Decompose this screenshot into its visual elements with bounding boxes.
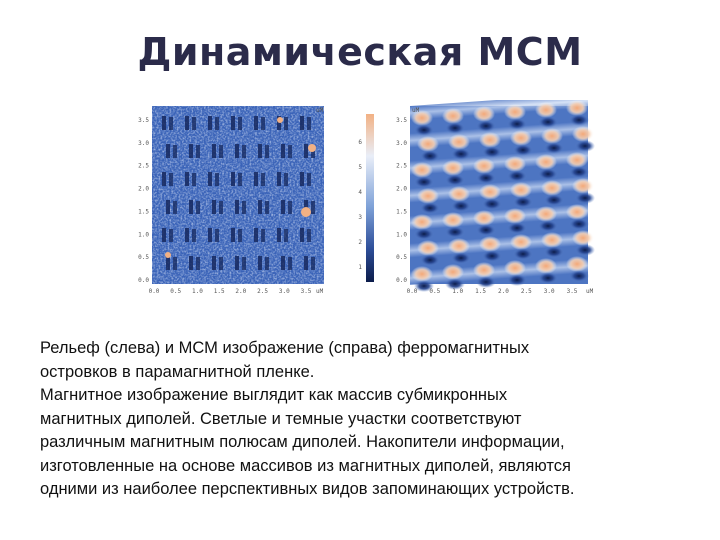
colorbar-ticks <box>358 139 362 271</box>
dipole-dark-pole <box>476 120 496 132</box>
x-tick-label: 1.0 <box>452 288 464 295</box>
dipole-dark-pole <box>575 140 595 152</box>
island <box>189 200 193 214</box>
dipole-dark-pole <box>507 170 527 182</box>
dipole-light-pole <box>442 264 464 280</box>
island <box>288 201 292 214</box>
dipole-dark-pole <box>420 254 440 266</box>
island <box>242 257 246 270</box>
dipole-light-pole <box>473 262 495 278</box>
island <box>238 117 242 130</box>
dipole-light-pole <box>473 106 495 122</box>
island <box>185 172 189 186</box>
island <box>284 117 288 130</box>
dipole-light-pole <box>411 266 433 282</box>
dipole-light-pole <box>473 210 495 226</box>
dipole-dark-pole <box>544 246 564 258</box>
y-tick-label: 2.5 <box>138 162 149 170</box>
dipole-dark-pole <box>420 150 440 162</box>
dipole-dark-pole <box>513 196 533 208</box>
island <box>254 228 258 242</box>
island <box>162 116 166 130</box>
island <box>254 116 258 130</box>
topography-x-axis <box>149 288 312 295</box>
dipole-dark-pole <box>482 250 502 262</box>
dipole-dark-pole <box>507 222 527 234</box>
dipole-dark-pole <box>569 166 589 178</box>
island <box>258 144 262 158</box>
dipole-dark-pole <box>575 192 595 204</box>
y-tick-label: 2.0 <box>396 185 407 193</box>
island <box>288 257 292 270</box>
body-line: магнитных диполей. Светлые и темные участки соответствуют <box>40 409 522 428</box>
island <box>208 116 212 130</box>
island <box>215 117 219 130</box>
y-tick-label: 0.5 <box>138 254 149 262</box>
island <box>212 144 216 158</box>
island <box>189 144 193 158</box>
island <box>300 228 304 242</box>
dipole-light-pole <box>510 130 532 146</box>
island <box>288 145 292 158</box>
slide-title: Динамическая МСМ <box>137 30 583 74</box>
dipole-dark-pole <box>544 142 564 154</box>
dipole-dark-pole <box>420 202 440 214</box>
dipole-light-pole <box>541 180 563 196</box>
dipole-light-pole <box>504 156 526 172</box>
island <box>265 145 269 158</box>
island <box>265 201 269 214</box>
y-tick-label: 1.5 <box>138 208 149 216</box>
island <box>261 173 265 186</box>
x-tick-label: 0.0 <box>148 288 160 295</box>
dipole-dark-pole <box>445 122 465 134</box>
x-tick-label: 1.5 <box>475 288 486 295</box>
colorbar-tick-label: 2 <box>358 239 362 246</box>
body-line: одними из наиболее перспективных видов запоминающих устройств. <box>40 480 575 498</box>
dipole-dark-pole <box>445 174 465 186</box>
island <box>307 173 311 186</box>
y-tick-label: 3.0 <box>138 139 149 147</box>
dipole-light-pole <box>448 186 470 202</box>
x-tick-label: 0.0 <box>406 288 418 295</box>
island <box>300 172 304 186</box>
island <box>304 256 308 270</box>
dipole-light-pole <box>479 184 501 200</box>
dipole-light-pole <box>541 128 563 144</box>
y-tick-label: 0.5 <box>396 254 407 262</box>
island <box>173 201 177 214</box>
dipole-light-pole <box>541 232 563 248</box>
x-tick-label: 2.5 <box>257 288 268 295</box>
island <box>173 257 177 270</box>
dipole-light-pole <box>535 102 557 118</box>
island <box>311 201 315 214</box>
x-tick-label: 3.5 <box>300 288 312 295</box>
x-tick-label: 0.5 <box>429 288 441 295</box>
y-tick-label: 1.0 <box>396 231 407 239</box>
x-tick-label: 2.0 <box>498 288 509 295</box>
body-line: Магнитное изображение выглядит как массив субмикронных <box>40 386 508 404</box>
island <box>311 257 315 270</box>
island <box>212 256 216 270</box>
island <box>235 144 239 158</box>
dipole-dark-pole <box>482 198 502 210</box>
mfm-x-axis <box>407 288 578 295</box>
y-tick-label: 2.0 <box>138 185 149 193</box>
island <box>284 229 288 242</box>
dipole-light-pole <box>442 160 464 176</box>
island <box>185 228 189 242</box>
island <box>231 228 235 242</box>
x-tick-label: 2.5 <box>520 288 532 295</box>
dipole-light-pole <box>448 238 470 254</box>
x-tick-label: 0.5 <box>170 288 182 295</box>
dipole-dark-pole <box>538 116 558 128</box>
island <box>219 145 223 158</box>
island <box>231 116 235 130</box>
colorbar <box>348 100 378 300</box>
topography-unit: uM <box>316 107 324 114</box>
dipole-dark-pole <box>544 194 564 206</box>
topography-image <box>130 100 330 300</box>
island <box>281 200 285 214</box>
dipole-dark-pole <box>569 270 589 282</box>
y-tick-label: 1.0 <box>138 231 149 239</box>
dipole-light-pole <box>566 204 588 220</box>
y-tick-label: 3.5 <box>396 117 407 124</box>
dipole-light-pole <box>473 158 495 174</box>
y-tick-label: 0.0 <box>396 277 407 284</box>
island <box>169 173 173 186</box>
colorbar-tick-label: 1 <box>358 264 362 271</box>
dipole-light-pole <box>510 234 532 250</box>
dipole-dark-pole <box>513 144 533 156</box>
island <box>300 116 304 130</box>
island <box>277 172 281 186</box>
island <box>281 144 285 158</box>
x-tick-label: 1.0 <box>192 288 203 295</box>
dipole-light-pole <box>566 100 588 116</box>
dipole-dark-pole <box>569 114 589 126</box>
x-tick-label: 3.0 <box>278 288 290 295</box>
dipole-dark-pole <box>507 118 527 130</box>
dipole-light-pole <box>417 188 439 204</box>
island <box>254 172 258 186</box>
island <box>192 117 196 130</box>
dipole-light-pole <box>479 132 501 148</box>
island <box>166 200 170 214</box>
dipole-light-pole <box>535 154 557 170</box>
island <box>242 201 246 214</box>
island <box>277 228 281 242</box>
dipole-light-pole <box>572 230 594 246</box>
colorbar-gradient <box>366 114 374 282</box>
dipole-light-pole <box>566 256 588 272</box>
dipole-light-pole <box>535 258 557 274</box>
afm-mfm-figure <box>130 100 600 300</box>
island <box>258 200 262 214</box>
dipole-light-pole <box>442 212 464 228</box>
island <box>215 173 219 186</box>
colorbar-tick-label: 3 <box>358 214 362 221</box>
colorbar-tick-label: 6 <box>358 139 362 146</box>
mfm-unit: uM <box>412 107 420 114</box>
dipole-light-pole <box>448 134 470 150</box>
dipole-light-pole <box>572 178 594 194</box>
dipole-light-pole <box>417 240 439 256</box>
dipole-dark-pole <box>538 168 558 180</box>
island <box>304 144 308 158</box>
dipole-light-pole <box>504 260 526 276</box>
island <box>185 116 189 130</box>
dipole-light-pole <box>504 208 526 224</box>
island <box>212 200 216 214</box>
y-tick-label: 2.5 <box>396 162 407 170</box>
dipole-light-pole <box>566 152 588 168</box>
dipole-light-pole <box>411 162 433 178</box>
dipole-light-pole <box>411 214 433 230</box>
slide-body <box>40 337 700 502</box>
island <box>231 172 235 186</box>
island <box>261 117 265 130</box>
mfm-x-unit: uM <box>586 288 594 295</box>
dipole-dark-pole <box>414 124 434 136</box>
island <box>162 228 166 242</box>
island <box>196 257 200 270</box>
dipole-dark-pole <box>476 172 496 184</box>
mfm-image <box>382 100 600 300</box>
dipole-dark-pole <box>569 218 589 230</box>
island <box>166 256 170 270</box>
island <box>265 257 269 270</box>
topography-x-unit: uM <box>316 288 324 295</box>
colorbar-tick-label: 5 <box>358 164 362 171</box>
island <box>169 117 173 130</box>
dipole-dark-pole <box>538 220 558 232</box>
mfm-y-axis <box>396 117 407 284</box>
island <box>208 228 212 242</box>
y-tick-label: 1.5 <box>396 208 407 216</box>
island <box>189 256 193 270</box>
island <box>208 172 212 186</box>
dipole-dark-pole <box>513 248 533 260</box>
island <box>281 256 285 270</box>
dipole-light-pole <box>510 182 532 198</box>
dipole-light-pole <box>535 206 557 222</box>
x-tick-label: 3.0 <box>543 288 555 295</box>
dipole-dark-pole <box>445 226 465 238</box>
island <box>192 173 196 186</box>
island <box>261 229 265 242</box>
island <box>215 229 219 242</box>
island <box>162 172 166 186</box>
body-line: различным магнитным полюсам диполей. Накопители информации, <box>40 433 565 451</box>
dipole-light-pole <box>504 104 526 120</box>
dipole-dark-pole <box>476 276 496 288</box>
dipole-dark-pole <box>414 228 434 240</box>
topography-y-axis <box>138 117 149 284</box>
island <box>219 257 223 270</box>
island <box>284 173 288 186</box>
dipole-dark-pole <box>451 200 471 212</box>
island <box>238 229 242 242</box>
y-tick-label: 0.0 <box>138 277 149 284</box>
island <box>242 145 246 158</box>
island <box>166 144 170 158</box>
island <box>192 229 196 242</box>
dipole-dark-pole <box>482 146 502 158</box>
x-tick-label: 1.5 <box>213 288 225 295</box>
dipole-dark-pole <box>507 274 527 286</box>
dipole-dark-pole <box>451 148 471 160</box>
island <box>238 173 242 186</box>
island <box>258 256 262 270</box>
dipole-dark-pole <box>575 244 595 256</box>
island <box>235 200 239 214</box>
dipole-dark-pole <box>414 176 434 188</box>
island <box>307 117 311 130</box>
body-line: изготовленные на основе массивов из магнитных диполей, являются <box>40 456 571 475</box>
island <box>219 201 223 214</box>
dipole-dark-pole <box>538 272 558 284</box>
island <box>196 145 200 158</box>
x-tick-label: 2.0 <box>235 288 247 295</box>
island <box>173 145 177 158</box>
x-tick-label: 3.5 <box>566 288 578 295</box>
island <box>307 229 311 242</box>
dipole-light-pole <box>479 236 501 252</box>
dipole-light-pole <box>572 126 594 142</box>
colorbar-tick-label: 4 <box>358 189 362 196</box>
dipole-light-pole <box>442 108 464 124</box>
y-tick-label: 3.0 <box>396 139 407 147</box>
island <box>235 256 239 270</box>
island <box>196 201 200 214</box>
dipole-dark-pole <box>476 224 496 236</box>
dipole-dark-pole <box>451 252 471 264</box>
body-line: Рельеф (слева) и МСМ изображение (справа) ферромагнитных <box>40 339 530 357</box>
island <box>169 229 173 242</box>
dipole-light-pole <box>417 136 439 152</box>
body-line: островков в парамагнитной пленке. <box>40 362 315 381</box>
y-tick-label: 3.5 <box>138 117 149 124</box>
